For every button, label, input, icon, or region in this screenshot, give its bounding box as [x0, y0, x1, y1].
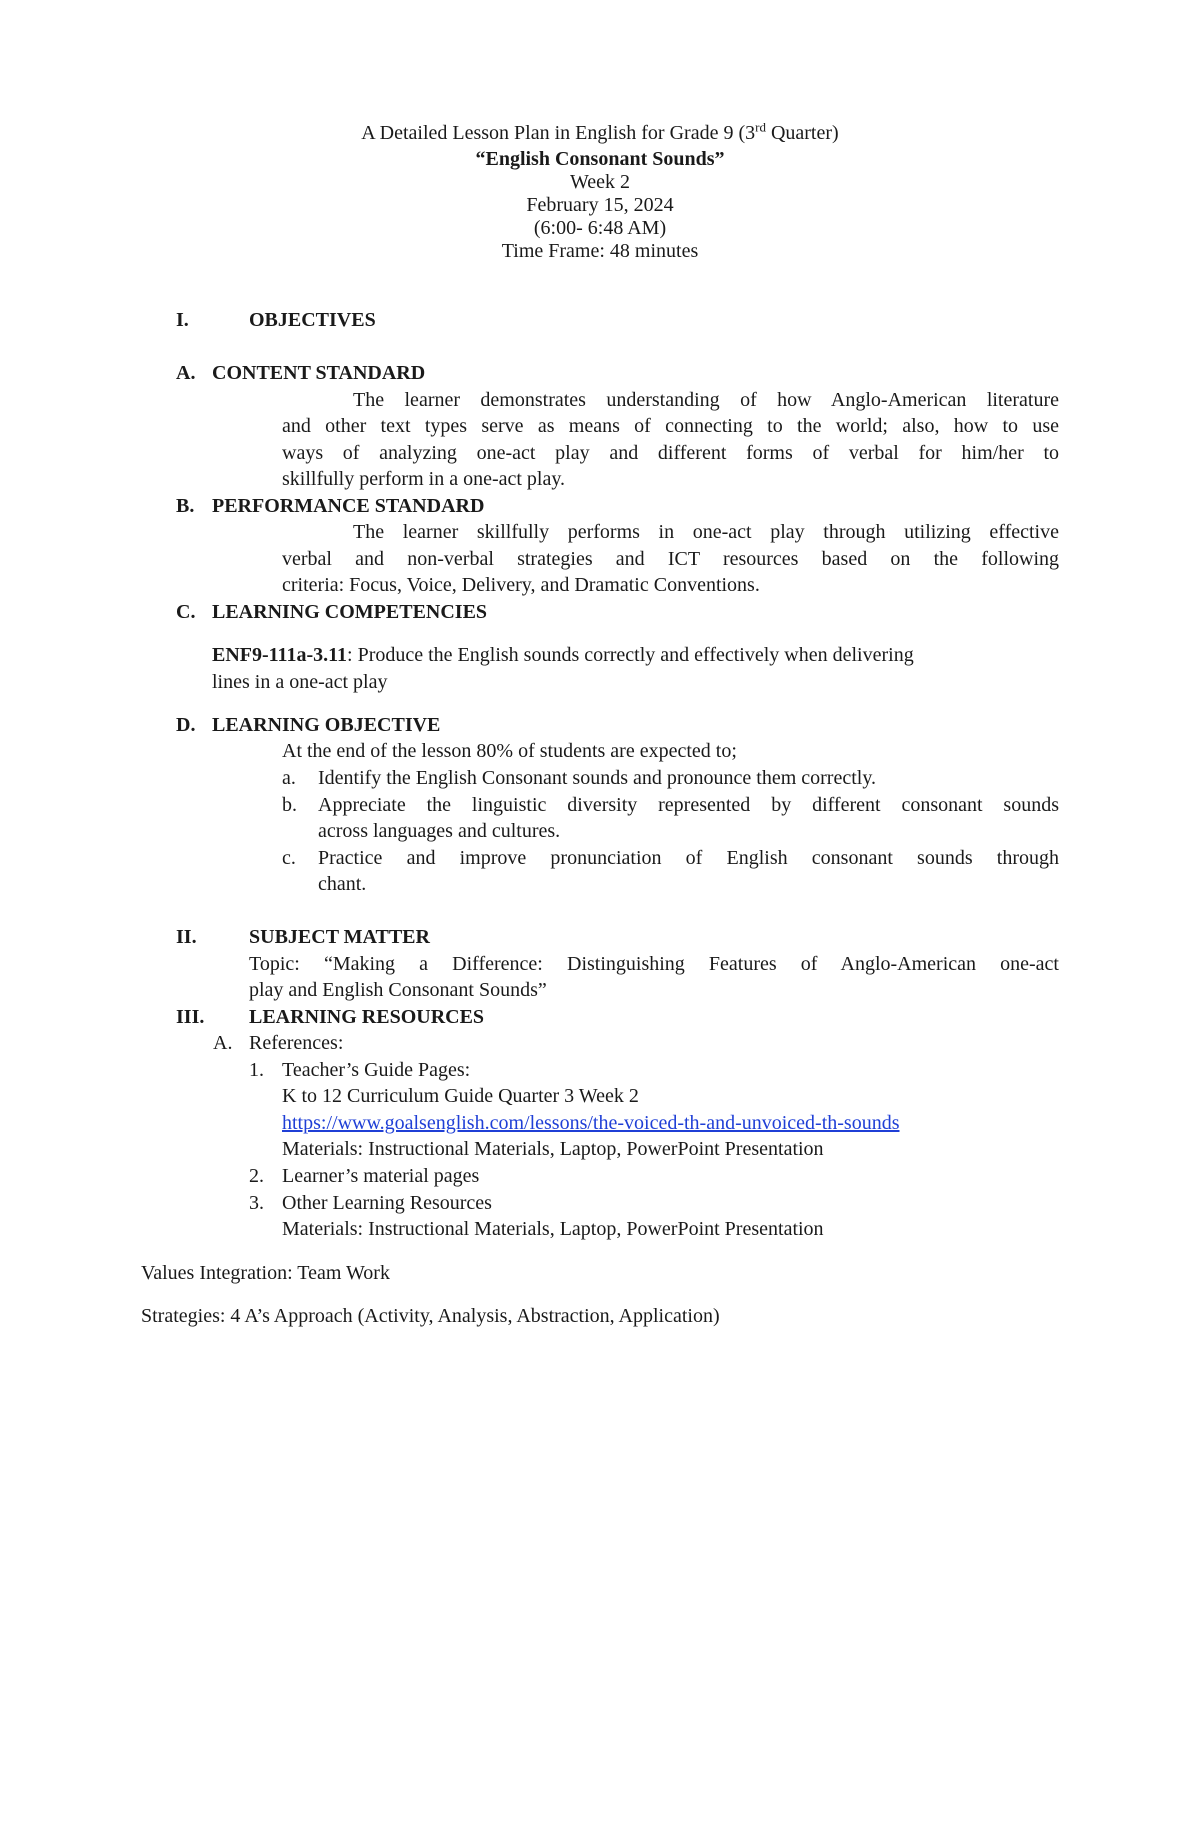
subsection-letter: A.: [176, 362, 196, 384]
competency-text: : Produce the English sounds correctly and effectively when delivering: [347, 644, 914, 666]
topic-line: Topic: “Making a Difference: Distinguishing Features of Anglo-American one-act: [249, 953, 1059, 975]
paragraph-line: The learner skillfully performs in one-act play through utilizing effective: [353, 521, 1059, 543]
paragraph-line: criteria: Focus, Voice, Delivery, and Dramatic Conventions.: [282, 574, 760, 596]
time-frame-label: Time Frame: 48 minutes: [501, 240, 699, 262]
subsection-letter: D.: [176, 714, 196, 736]
week-label: Week 2: [569, 171, 631, 193]
section-number: III.: [176, 1006, 205, 1028]
subsection-heading-learning-objective: LEARNING OBJECTIVE: [212, 714, 441, 736]
list-marker: 3.: [249, 1192, 264, 1214]
objective-item: Appreciate the linguistic diversity represented by different consonant sounds: [318, 794, 1059, 816]
materials-line: Materials: Instructional Materials, Laptop, PowerPoint Presentation: [282, 1218, 824, 1240]
resource-link-anchor[interactable]: https://www.goalsenglish.com/lessons/the-voiced-th-and-unvoiced-th-sounds: [282, 1112, 900, 1134]
list-marker: a.: [282, 767, 296, 789]
resource-link[interactable]: [282, 1111, 900, 1135]
list-marker: c.: [282, 847, 296, 869]
document-title: [0, 121, 1200, 145]
paragraph-line: and other text types serve as means of connecting to the world; also, how to use: [282, 415, 1059, 437]
list-marker: 1.: [249, 1059, 264, 1081]
objective-item: Practice and improve pronunciation of English consonant sounds through: [318, 847, 1059, 869]
resource-item: Teacher’s Guide Pages:: [282, 1059, 471, 1081]
paragraph-line: ways of analyzing one-act play and different forms of verbal for him/her to: [282, 442, 1059, 464]
title-text-end: Quarter): [765, 122, 839, 144]
section-heading-learning-resources: LEARNING RESOURCES: [249, 1006, 485, 1028]
objective-item-cont: across languages and cultures.: [318, 820, 561, 842]
resource-item: Other Learning Resources: [282, 1192, 492, 1214]
paragraph-line: The learner demonstrates understanding of how Anglo-American literature: [353, 389, 1059, 411]
objective-intro: At the end of the lesson 80% of students are expected to;: [282, 740, 737, 762]
document-subtitle: “English Consonant Sounds”: [475, 148, 725, 170]
subsection-letter: B.: [176, 495, 195, 517]
objective-item: Identify the English Consonant sounds and pronounce them correctly.: [318, 767, 877, 789]
competency-text-cont: lines in a one-act play: [212, 671, 388, 693]
topic-line-cont: play and English Consonant Sounds”: [249, 979, 547, 1001]
time-label: (6:00- 6:48 AM): [533, 217, 667, 239]
paragraph-line: skillfully perform in a one-act play.: [282, 468, 566, 490]
subsection-heading-performance-standard: PERFORMANCE STANDARD: [212, 495, 485, 517]
list-marker: 2.: [249, 1165, 264, 1187]
competency-code: ENF9-111a-3.11: [212, 644, 348, 666]
section-number: II.: [176, 926, 197, 948]
curriculum-guide: K to 12 Curriculum Guide Quarter 3 Week 2: [282, 1085, 639, 1107]
title-text: A Detailed Lesson Plan in English for Grade 9 (3: [361, 122, 756, 144]
paragraph-line: verbal and non-verbal strategies and ICT resources based on the following: [282, 548, 1059, 570]
subsection-heading-learning-competencies: LEARNING COMPETENCIES: [212, 601, 488, 623]
materials-line: Materials: Instructional Materials, Laptop, PowerPoint Presentation: [282, 1138, 824, 1160]
section-heading-objectives: OBJECTIVES: [249, 309, 376, 331]
strategies: Strategies: 4 A’s Approach (Activity, Analysis, Abstraction, Application): [141, 1305, 720, 1327]
subsection-letter: C.: [176, 601, 196, 623]
list-marker: b.: [282, 794, 297, 816]
resource-item: Learner’s material pages: [282, 1165, 480, 1187]
list-marker: A.: [213, 1032, 233, 1054]
objective-item-cont: chant.: [318, 873, 367, 895]
section-heading-subject-matter: SUBJECT MATTER: [249, 926, 430, 948]
values-integration: Values Integration: Team Work: [141, 1262, 390, 1284]
title-superscript: rd: [755, 119, 766, 135]
competency-line: [212, 643, 1059, 667]
date-label: February 15, 2024: [526, 194, 674, 216]
references-label: References:: [249, 1032, 344, 1054]
subsection-heading-content-standard: CONTENT STANDARD: [212, 362, 426, 384]
section-number: I.: [176, 309, 189, 331]
